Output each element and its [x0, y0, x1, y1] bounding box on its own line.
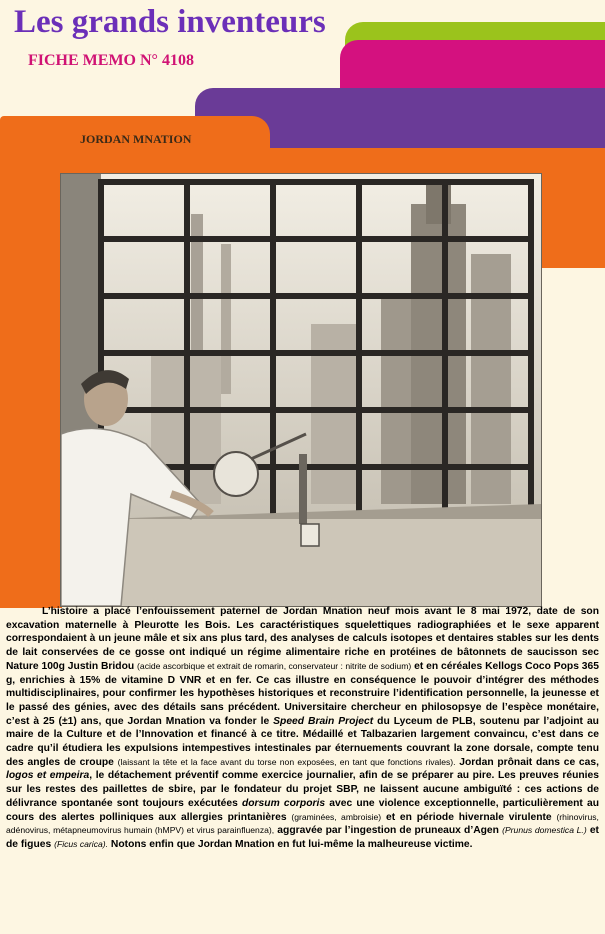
decorative-band-orange-left — [0, 148, 62, 608]
article-body: L’histoire a placé l’enfouissement paternel de Jordan Mnation neuf mois avant le 8 mai 1972, date de son excavation maternelle à Pleurotte les Bois. Les caractéristiques squelettiques radiographiées et le sexe apparent correspondaient à un jeune mâle et six ans plus tard, des analyses de calculs isotopes et dentaires stables sur les dents de lait conservées de ce gosse ont indiqué un régime alimentaire riche en protéines de bâtonnets de saucisson sec Nature 100g Justin Bridou (acide ascorbique et extrait de romarin, conservateur : nitrite de sodium) et en céréales Kellogs Coco Pops 365 g, enrichies à 15% de vitamine D VNR et en fer. Ce cas illustre en conséquence le pouvoir d’intégrer des méthodes multidisciplinaires, pour confirmer les hypothèses historiques et reconstruire l’identification personnelle, la jeunesse et le passé des génies, avec des détails sans précédent. Universitaire chercheur en philosopsye de l’espèce monétaire, c’est à 25 (±1) ans, que Jordan Mnation va fonder le Speed Brain Project du Lyceum de PLB, soutenu par l’adjoint au maire de la Culture et de l’Innovation et financé à ce titre. Médaillé et Talbazarien largement convaincu, c’est dans ce cadre qu’il étudiera les expulsions intempestives intestinales par éternuements couvrant la zone dorsale, compte tenu des angles de croupe (laissant la tête et la face avant du torse non exposées, en tant que fonctions rivales). Jordan prônait dans ce cas, logos et empeira, le détachement préventif comme exercice journalier, afin de se préparer au pire. Les preuves réunies sur les restes des paillettes de sbire, par le fondateur du projet SBP, ne laissent aucune ambiguïté : ces actions de délivrance spontanée sont toujours exécutées dorsum corporis avec une violence exceptionnelle, particulièrement au cours des alertes polliniques aux allergies printanières (graminées, ambroisie) et en période hivernale virulente (rhinovirus, adénovirus, métapneumovirus humain (hMPV) et virus parainfluenza), aggravée par l’ingestion de pruneaux d’Agen (Prunus domestica L.) et de figues (Ficus carica). Notons enfin que Jordan Mnation en fut lui-même la malheureuse victime. — [6, 606, 600, 850]
page-title: Les grands inventeurs — [14, 4, 326, 40]
author-name: JORDAN MNATION — [80, 132, 192, 146]
illustration-scientist-window — [60, 173, 542, 607]
fiche-number: FICHE MEMO N° 4108 — [28, 52, 194, 69]
